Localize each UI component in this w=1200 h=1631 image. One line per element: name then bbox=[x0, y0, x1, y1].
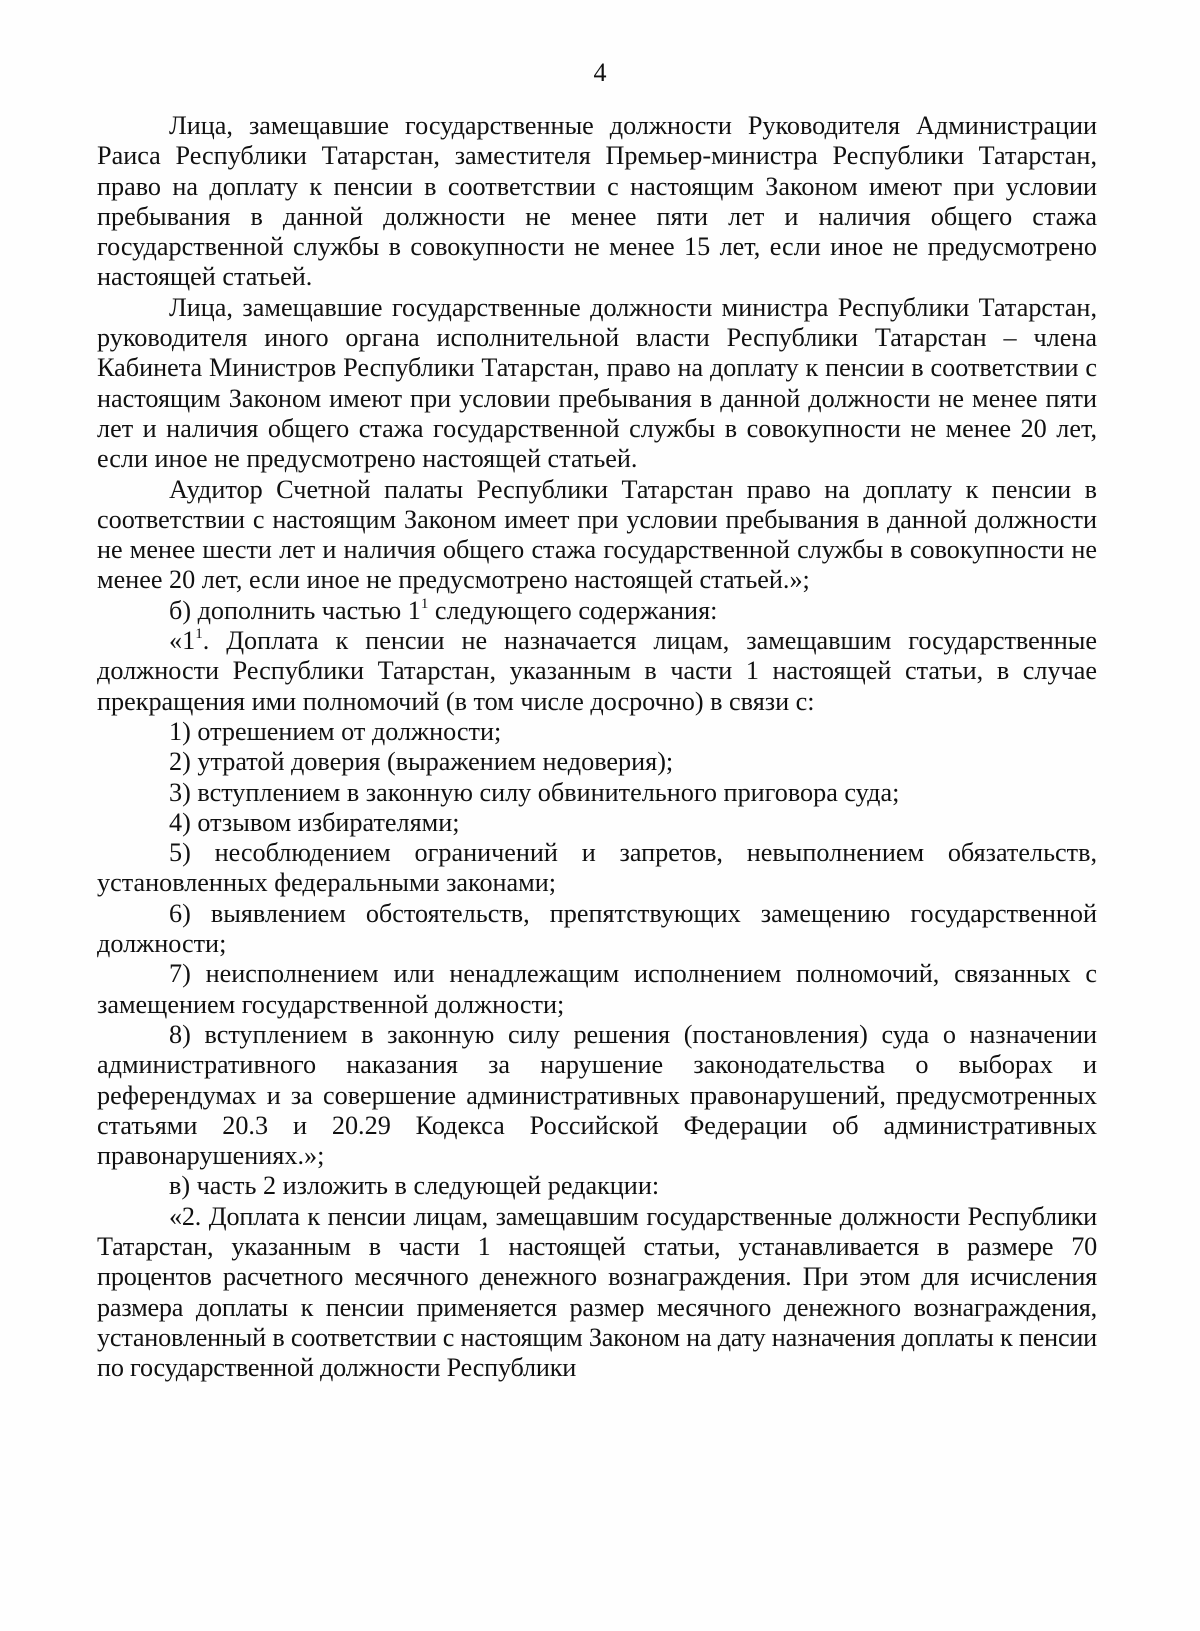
list-item-6: 6) выявлением обстоятельств, препятствующих замещению государственной должности; bbox=[97, 898, 1097, 959]
text-fragment: «1 bbox=[169, 626, 196, 656]
list-item-5: 5) несоблюдением ограничений и запретов, невыполнением обязательств, установленных федеральными законами; bbox=[97, 838, 1097, 898]
list-item-1: 1) отрешением от должности; bbox=[169, 716, 502, 746]
paragraph-amendment-b bbox=[97, 596, 1097, 626]
list-item-8: 8) вступлением в законную силу решения (постановления) суда о назначении административного наказания за нарушение законодательства о выборах и референдумах и за совершение административных правонарушений, предусмотренных статьями 20.3 и 20.29 Кодекса Российской Федерации об административных правонарушениях.»; bbox=[97, 1019, 1097, 1171]
paragraph-part-1-1 bbox=[97, 626, 1097, 717]
list-item-4: 4) отзывом избирателями; bbox=[169, 807, 460, 837]
superscript: 1 bbox=[420, 595, 429, 612]
text-fragment: следующего содержания: bbox=[428, 595, 718, 625]
paragraph-amendment-v: в) часть 2 изложить в следующей редакции: bbox=[169, 1171, 660, 1201]
superscript: 1 bbox=[195, 626, 203, 643]
paragraph-part-2: «2. Доплата к пенсии лицам, замещавшим государственные должности Республики Татарстан, указанным в части 1 настоящей статьи, устанавливается в размере 70 процентов расчетного месячного денежного вознаграждения. При этом для исчисления размера доплаты к пенсии применяется размер месячного денежного вознаграждения, установленный в соответствии с настоящим Законом на дату назначения доплаты к пенсии по государственной должности Республики bbox=[97, 1201, 1097, 1383]
paragraph-auditor: Аудитор Счетной палаты Республики Татарстан право на доплату к пенсии в соответствии с настоящим Законом имеет при условии пребывания в данной должности не менее шести лет и наличия общего стажа государственной службы в совокупности не менее 20 лет, если иное не предусмотрено настоящей статьей.»; bbox=[97, 474, 1097, 595]
page-number: 4 bbox=[593, 58, 607, 87]
text-fragment: б) дополнить частью 1 bbox=[169, 595, 421, 625]
paragraph-officials-administration: Лица, замещавшие государственные должности Руководителя Администрации Раиса Республики Татарстан, заместителя Премьер-министра Республики Татарстан, право на доплату к пенсии в соответствии с настоящим Законом имеют при условии пребывания в данной должности не менее пяти лет и наличия общего стажа государственной службы в совокупности не менее 15 лет, если иное не предусмотрено настоящей статьей. bbox=[97, 111, 1097, 292]
list-item-7: 7) неисполнением или ненадлежащим исполнением полномочий, связанных с замещением государственной должности; bbox=[97, 959, 1097, 1019]
text-fragment: . Доплата к пенсии не назначается лицам, замещавшим государственные должности Республики Татарстан, указанным в части 1 настоящей статьи, в случае прекращения ими полномочий (в том числе досрочно) в связи с: bbox=[97, 626, 1097, 716]
list-item-3: 3) вступлением в законную силу обвинительного приговора суда; bbox=[169, 777, 900, 807]
list-item-2: 2) утратой доверия (выражением недоверия); bbox=[169, 747, 674, 777]
paragraph-officials-ministers: Лица, замещавшие государственные должности министра Республики Татарстан, руководителя иного органа исполнительной власти Республики Татарстан – члена Кабинета Министров Республики Татарстан, право на доплату к пенсии в соответствии с настоящим Законом имеют при условии пребывания в данной должности не менее пяти лет и наличия общего стажа государственной службы в совокупности не менее 20 лет, если иное не предусмотрено настоящей статьей. bbox=[97, 292, 1097, 474]
document-body bbox=[97, 111, 1097, 1383]
